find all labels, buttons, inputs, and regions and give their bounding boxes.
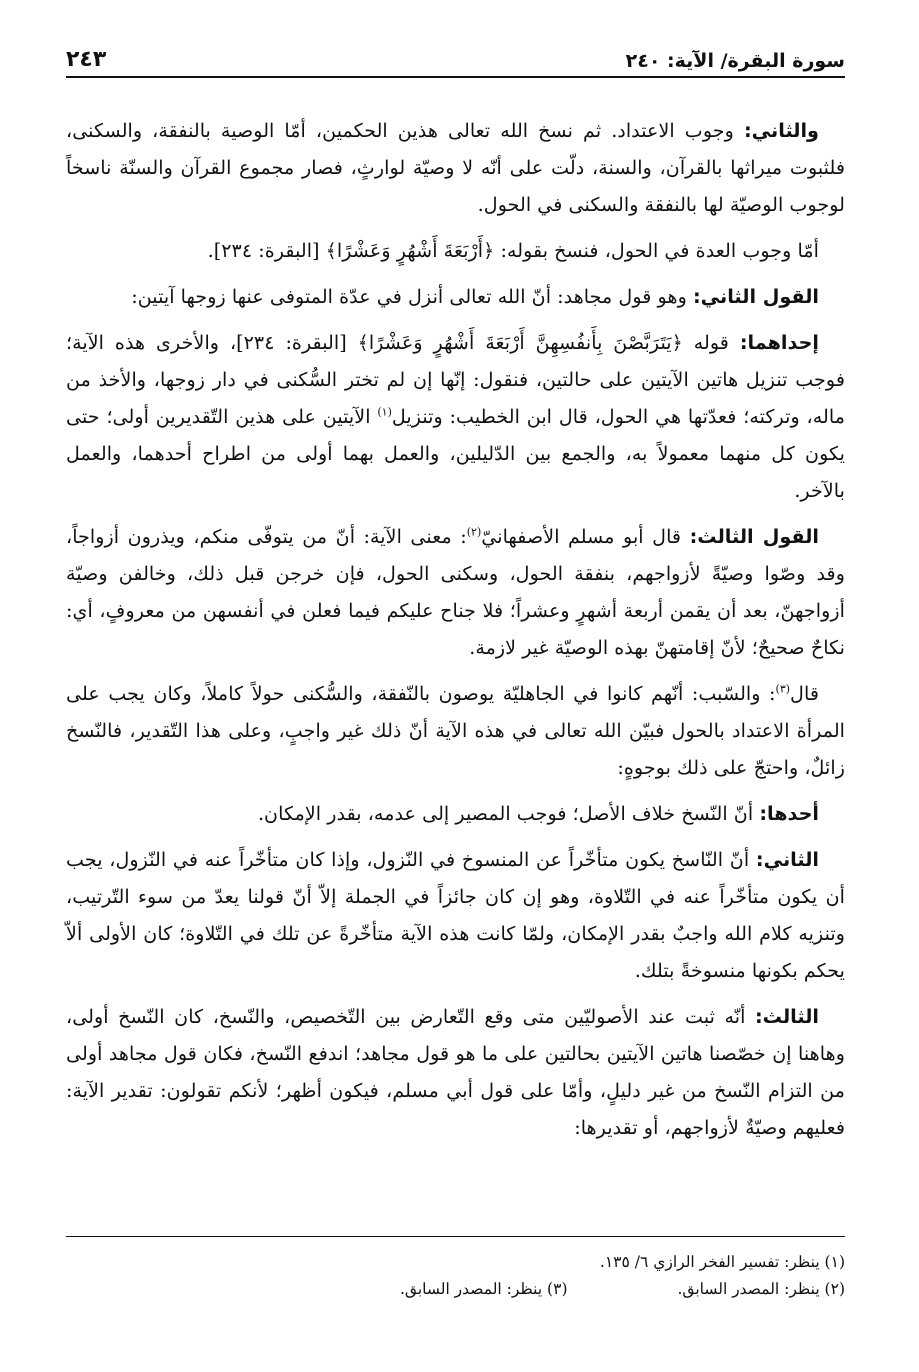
paragraph (66, 518, 845, 666)
paragraph (66, 675, 845, 786)
paragraph (66, 112, 845, 223)
paragraph-text: أنّه ثبت عند الأصوليّين متى وقع التّعارض بين التّخصيص، والنّسخ، كان النّسخ أولى، وهاهنا إن خصّصنا هاتين الآيتين بحالتين على ما هو قول مجاهد؛ اندفع النّسخ، فكان قول مجاهد أولى من التزام النّسخ من غير دليلٍ، وأمّا على قول أبي مسلم، فيكون أظهر؛ لأنكم تقولون: تقدير الآية: فعليهم وصيّةٌ لأزواجهم، أو تقديرها: (66, 1005, 845, 1139)
paragraph-text: وهو قول مجاهد: أنّ الله تعالى أنزل في عدّة المتوفى عنها زوجها آيتين: (131, 285, 693, 308)
paragraph-text: أنّ النّاسخ يكون متأخّراً عن المنسوخ في النّزول، وإذا كان متأخّراً عنه في النّزول، يجب أن يكون متأخّراً عنه في التّلاوة، وهو إن كان جائزاً في الجملة إلاّ أنّ قولنا يعدّ من سوء التّرتيب، وتنزيه كلام الله واجبٌ بقدر الإمكان، ولمّا كانت هذه الآية متأخّرةً عن تلك في التّلاوة؛ كان الأولى ألاّ يحكم بكونها منسوخةً بتلك. (66, 848, 845, 982)
footnote-row (66, 1276, 845, 1303)
paragraph-text: أنّ النّسخ خلاف الأصل؛ فوجب المصير إلى عدمه، بقدر الإمكان. (257, 802, 760, 825)
paragraph-text: قوله ﴿يَتَرَبَّصْنَ بِأَنفُسِهِنَّ أَرْبَعَةَ أَشْهُرٍ وَعَشْرًا﴾ [البقرة: ٢٣٤]، والأخرى هذه الآية؛ فوجب تنزيل هاتين الآيتين على حالتين، فنقول: إنّها إن لم تختر السُّكنى في دار زوجها، والأخذ من ماله، وتركته؛ فعدّتها هي الحول، قال ابن الخطيب: وتنزيل (66, 331, 845, 428)
paragraph-text: : معنى الآية: أنّ من يتوفّى منكم، ويذرون أزواجاً، وقد وصّوا وصيّةً لأزواجهم، بنفقة الحول، وسكنى الحول، فإن خرجن قبل ذلك، وخالفن وصيّة أزواجهنّ، بعد أن يقمن أربعة أشهرٍ وعشراً؛ فلا جناح عليكم فيما فعلن في أنفسهن من معروفٍ، أي: نكاحٌ صحيحٌ؛ لأنّ إقامتهنّ بهذه الوصيّة غير لازمة. (66, 525, 845, 659)
paragraph-text: قال أبو مسلم الأصفهانيّ (481, 525, 690, 548)
paragraph (66, 324, 845, 509)
paragraph-lead: الثاني: (755, 848, 819, 871)
footnote-row (66, 1249, 845, 1276)
paragraph (66, 232, 845, 269)
footnote-1: (١) ينظر: تفسير الفخر الرازي ٦/ ١٣٥. (599, 1253, 845, 1271)
paragraph-lead: القول الثالث: (689, 525, 819, 548)
paragraph-text: أمّا وجوب العدة في الحول، فنسخ بقوله: ﴿أَرْبَعَةَ أَشْهُرٍ وَعَشْرًا﴾ [البقرة: ٢٣٤]. (207, 239, 819, 262)
paragraph-text: الآيتين على هذين التّقديرين أولى؛ حتى يكون كل منهما معمولاً به، والجمع بين الدّليلين، والعمل بهما أولى من اطراح أحدهما، والعمل بالآخر. (66, 405, 845, 502)
paragraph-text: : والسّبب: أنّهم كانوا في الجاهليّة يوصون بالنّفقة، والسُّكنى حولاً كاملاً، وكان يجب على المرأة الاعتداد بالحول فبيّن الله تعالى في هذه الآية أنّ ذلك غير واجبٍ، وعلى هذا التّقدير، فالنّسخ زائلٌ، واحتجّ على ذلك بوجوهٍ: (66, 682, 845, 779)
paragraph-lead: إحداهما: (739, 331, 819, 354)
running-title: سورة البقرة/ الآية: ٢٤٠ (625, 50, 845, 72)
footnote-marker[interactable]: (١) (377, 405, 392, 419)
footnote-marker[interactable]: (٣) (775, 682, 791, 696)
footnote-marker[interactable]: (٢) (466, 525, 482, 539)
page-header (66, 38, 845, 78)
paragraph-lead: القول الثاني: (692, 285, 819, 308)
paragraph (66, 795, 845, 832)
paragraph (66, 841, 845, 989)
paragraph-text: قال (790, 682, 819, 705)
footnote-3: (٣) ينظر: المصدر السابق. (400, 1280, 568, 1298)
paragraph (66, 998, 845, 1146)
paragraph-lead: أحدها: (759, 802, 819, 825)
footnote-2: (٢) ينظر: المصدر السابق. (677, 1280, 845, 1298)
paragraph-lead: والثاني: (743, 119, 819, 142)
footnotes (66, 1236, 845, 1303)
main-text (66, 112, 845, 1155)
paragraph-lead: الثالث: (754, 1005, 819, 1028)
page-number: ٢٤٣ (66, 47, 107, 72)
paragraph-text: وجوب الاعتداد. ثم نسخ الله تعالى هذين الحكمين، أمّا الوصية بالنفقة، والسكنى، فلثبوت ميراثها بالقرآن، والسنة، دلّت على أنّه لا وصيّة لوارثٍ، فصار مجموع القرآن والسنّة ناسخاً لوجوب الوصيّة لها بالنفقة والسكنى في الحول. (66, 119, 845, 216)
paragraph (66, 278, 845, 315)
